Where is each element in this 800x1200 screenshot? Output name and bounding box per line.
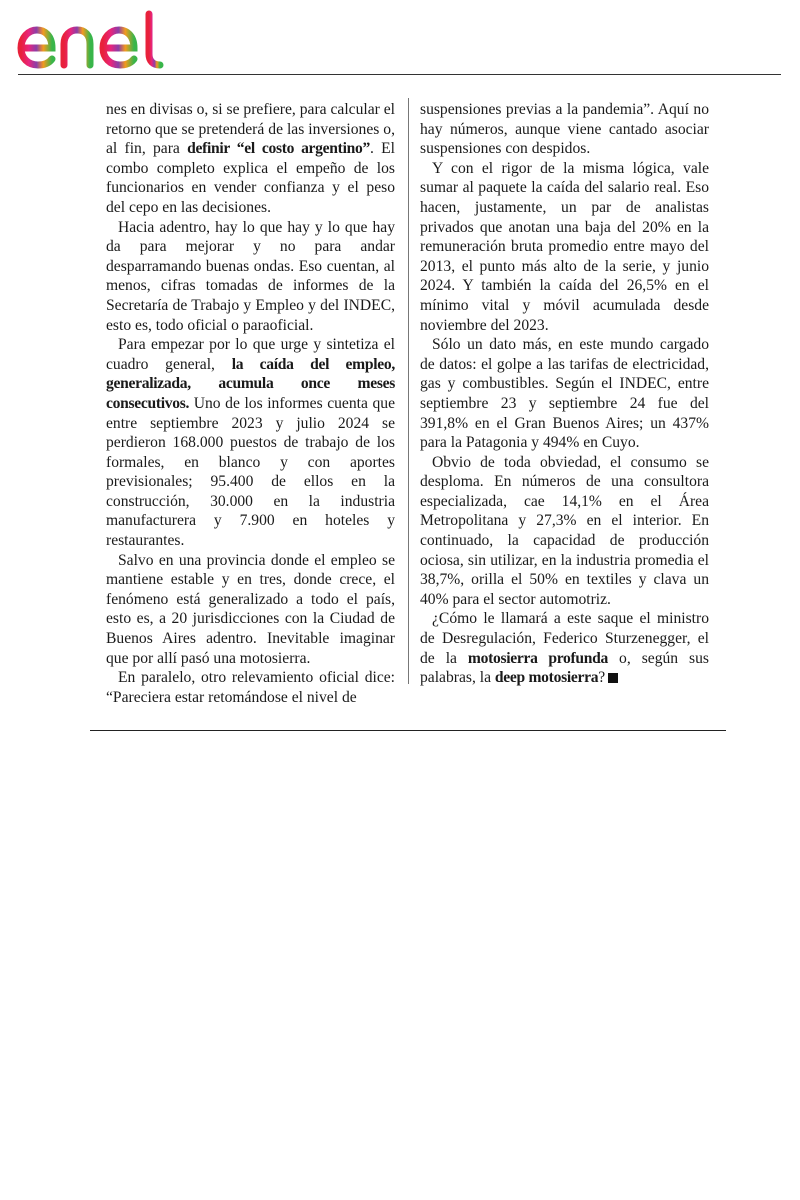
paragraph-text: En paralelo, otro relevamiento oficial dice: “Pareciera estar retomándose el nivel de [106, 669, 395, 706]
article-paragraph [106, 100, 395, 218]
bold-highlight: la caída del empleo, generalizada, acumula once meses consecutivos. [106, 355, 395, 412]
end-of-article-mark [608, 673, 618, 683]
article-paragraph [420, 159, 709, 335]
paragraph-text: ? [598, 669, 606, 687]
bold-highlight: definir “el costo argentino” [187, 140, 370, 158]
paragraph-text: Sólo un dato más, en este mundo cargado de datos: el golpe a las tarifas de electricidad, gas y combustibles. Según el INDEC, entre septiembre 23 y septiembre 24 fue del 391,8% en el Gran Buenos Aires; un 437% para la Patagonia y 494% en Cuyo. [420, 336, 709, 452]
paragraph-text: Hacia adentro, hay lo que hay y lo que hay da para mejorar y no para andar desparramando buenas ondas. Eso cuentan, al menos, cifras tomadas de informes de la Secretaría de Trabajo y Empleo y del INDEC, esto es, todo oficial o paraoficial. [106, 218, 395, 334]
paragraph-text: o, según sus palabras, la [420, 649, 709, 687]
paragraph-text: suspensiones previas a la pandemia”. Aquí no hay números, aunque viene cantado asociar suspensiones con despidos. [420, 101, 709, 158]
paragraph-text: Obvio de toda obviedad, el consumo se desploma. En números de una consultora especializada, cae 14,1% en el Área Metropolitana y 27,3% en el interior. En continuado, la capacidad de producción ociosa, sin utilizar, en la industria promedia el 38,7%, orilla el 50% en textiles y clava un 40% para el sector automotriz. [420, 453, 709, 608]
paragraph-text: Y con el rigor de la misma lógica, vale sumar al paquete la caída del salario real. Eso hacen, justamente, un par de analistas privados que anotan una baja del 20% en la remuneración bruta promedio entre mayo del 2013, el punto más alto de la serie, y junio 2024. Y también la caída del 26,5% en el mínimo vital y móvil acumulada desde noviembre del 2023. [420, 159, 709, 334]
bold-highlight: motosierra profunda [467, 649, 609, 667]
paragraph-text: . El combo completo explica el empeño de los funcionarios en vender confianza y el peso del cepo en las decisiones. [106, 140, 395, 216]
footer-rule [90, 730, 726, 731]
enel-logo [16, 8, 186, 70]
article-paragraph [106, 335, 395, 551]
article-column-left [106, 100, 395, 707]
article-paragraph [420, 100, 709, 159]
paragraph-text: Para empezar por lo que urge y sintetiza el cuadro general, [106, 336, 395, 373]
paragraph-text: Salvo en una provincia donde el empleo se mantiene estable y en tres, donde crece, el fenómeno está generalizado a todo el país, esto es, a 20 jurisdicciones con la Ciudad de Buenos Aires adentro. Inevitable imaginar que por allí pasó una motosierra. [106, 551, 395, 667]
article-paragraph [106, 551, 395, 669]
paragraph-text: Uno de los informes cuenta que entre septiembre 2023 y julio 2024 se perdieron 168.000 puestos de trabajo de los formales, en blanco y con aportes previsionales; 95.400 de ellos en la construcción, 30.000 en la industria manufacturera y 7.900 en hoteles y restaurantes. [106, 394, 395, 550]
article-paragraph [106, 218, 395, 336]
column-divider [408, 98, 409, 684]
paragraph-text: ¿Cómo le llamará a este saque el ministro de Desregulación, Federico Sturzenegger, el de la [420, 610, 709, 667]
header-rule [18, 74, 781, 75]
article-paragraph [420, 335, 709, 453]
article-paragraph [106, 668, 395, 707]
article-paragraph [420, 609, 709, 687]
article-paragraph [420, 453, 709, 610]
paragraph-text: nes en divisas o, si se prefiere, para calcular el retorno que se pretenderá de las inversiones o, al fin, para [106, 101, 395, 158]
bold-highlight: deep motosierra [494, 669, 599, 687]
article-column-right [420, 100, 709, 688]
